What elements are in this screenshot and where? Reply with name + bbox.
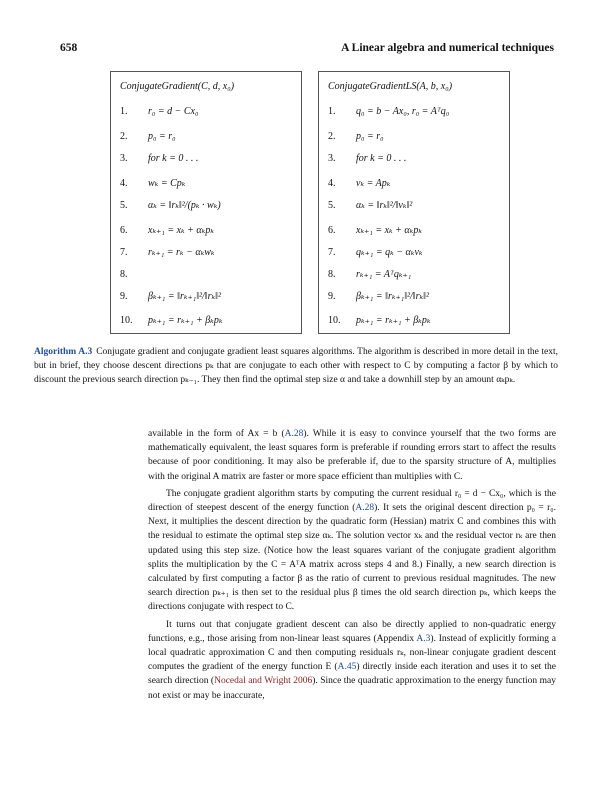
algorithm-caption xyxy=(34,345,558,387)
line-expression: rₖ₊₁ = Aᵀqₖ₊₁ xyxy=(356,269,412,280)
algorithm-line xyxy=(328,291,429,305)
algorithm-box-conjugate-gradient-ls xyxy=(318,71,510,334)
line-number: 6. xyxy=(120,225,128,236)
line-number: 10. xyxy=(328,315,341,326)
equation-ref-link[interactable]: A.28 xyxy=(355,503,375,514)
page-header xyxy=(60,42,554,58)
algorithm-line xyxy=(328,178,390,192)
algorithm-line xyxy=(328,200,412,214)
line-number: 7. xyxy=(328,247,336,258)
caption-label: Algorithm A.3 xyxy=(34,347,93,357)
line-expression: xₖ₊₁ = xₖ + αₖpₖ xyxy=(148,225,214,236)
algorithm-line xyxy=(120,153,198,167)
line-expression: βₖ₊₁ = ‖rₖ₊₁‖²/‖rₖ‖² xyxy=(356,291,429,302)
line-expression: q₀ = b − Ax₀, r₀ = Aᵀq₀ xyxy=(356,106,450,117)
text-run: It turns out that conjugate gradient descent can also be directly applied to non-quadratic energy functions, e.g., those arising from non-linear least squares (Appendix xyxy=(148,619,556,644)
algorithm-line xyxy=(120,247,215,261)
text-run: ). Instead of explicitly forming a local quadratic approximation C and then computing residuals rₖ, non-linear conjugate gradient descent computes the gradient of the energy function E ( xyxy=(148,633,556,673)
appendix-ref-link[interactable]: A.3 xyxy=(416,633,431,644)
citation-link[interactable]: Nocedal and Wright 2006 xyxy=(214,676,313,687)
line-expression: βₖ₊₁ = ‖rₖ₊₁‖²/‖rₖ‖² xyxy=(148,291,221,302)
line-expression: p₀ = r₀ xyxy=(148,131,176,142)
text-run: available in the form of Ax = b ( xyxy=(148,429,285,439)
line-expression: rₖ₊₁ = rₖ − αₖwₖ xyxy=(148,247,215,258)
line-number: 8. xyxy=(120,269,128,280)
text-run: The conjugate gradient algorithm starts by computing the current residual r₀ = d − Cx₀, which is the direction of steepest descent of the energy function ( xyxy=(148,488,556,514)
line-number: 2. xyxy=(328,131,336,142)
algorithm-line xyxy=(120,106,198,120)
line-expression: for k = 0 . . . xyxy=(356,153,407,164)
algorithm-title: ConjugateGradientLS(A, b, x₀) xyxy=(328,81,453,92)
caption-text: Conjugate gradient and conjugate gradient least squares algorithms. The algorithm is described in more detail in the text, but in brief, they choose descent directions pₖ that are conjugate to each other with respect to C by computing a factor β by which to discount the previous search direction pₖ₋₁. They then find the optimal step size α and take a downhill step by an amount αₖpₖ. xyxy=(34,347,558,385)
algorithm-line xyxy=(120,315,222,329)
line-number: 4. xyxy=(120,178,128,189)
body-text xyxy=(148,427,556,703)
line-number: 5. xyxy=(328,200,336,211)
algorithm-line xyxy=(328,269,411,283)
algorithm-line xyxy=(328,225,422,239)
line-expression: for k = 0 . . . xyxy=(148,153,199,164)
line-number: 4. xyxy=(328,178,336,189)
line-number: 9. xyxy=(120,291,128,302)
line-number: 3. xyxy=(328,153,336,164)
paragraph xyxy=(148,427,556,484)
line-expression: αₖ = ‖rₖ‖²/(pₖ · wₖ) xyxy=(148,200,221,211)
text-run: ). While it is easy to convince yourself that the two forms are mathematically equivalent, the least squares form is preferable if rounding errors start to affect the results because of poor conditioning. It may also be preferable if, due to the sparsity structure of A, multiplies with the original A matrix are faster or more space efficient than multiplies with C. xyxy=(148,429,556,482)
algorithm-line xyxy=(328,153,406,167)
algorithm-box-conjugate-gradient xyxy=(110,71,302,334)
line-expression: r₀ = d − Cx₀ xyxy=(148,106,199,117)
text-run: ). Since the quadratic approximation to the energy function may not exist or may be inaccurate, xyxy=(148,676,556,701)
line-expression: p₀ = r₀ xyxy=(356,131,384,142)
algorithm-line xyxy=(328,247,423,261)
algorithm-line xyxy=(120,178,185,192)
line-expression: αₖ = ‖rₖ‖²/‖vₖ‖² xyxy=(356,200,413,211)
line-number: 10. xyxy=(120,315,133,326)
algorithm-line xyxy=(120,225,214,239)
algorithm-title: ConjugateGradient(C, d, x₀) xyxy=(120,81,235,92)
line-number: 7. xyxy=(120,247,128,258)
algorithm-line xyxy=(120,291,221,305)
equation-ref-link[interactable]: A.45 xyxy=(337,662,357,673)
text-run: ). It sets the original descent direction p₀ = r₀. Next, it multiplies the descent direction by the quadratic form (Hessian) matrix C and combines this with the residual to estimate the optimal step size αₖ. The solution vector xₖ and the residual vector rₖ are then updated using this step size. (Notice how the least squares variant of the conjugate gradient algorithm splits the multiplication by the C = AᵀA matrix across steps 4 and 8.) Finally, a new search direction is calculated by first computing a factor β as the ratio of current to previous residual magnitudes. The new search direction pₖ₊₁ is then set to the residual plus β times the old search direction pₖ, which keeps the directions conjugate with respect to C. xyxy=(148,503,556,613)
line-expression: xₖ₊₁ = xₖ + αₖpₖ xyxy=(356,225,422,236)
running-title: A Linear algebra and numerical techniques xyxy=(341,42,554,54)
paragraph xyxy=(148,487,556,615)
line-expression: wₖ = Cpₖ xyxy=(148,178,186,189)
line-expression: vₖ = Apₖ xyxy=(356,178,391,189)
text-run: ) directly inside each iteration and uses it to set the search direction ( xyxy=(148,662,556,687)
line-number: 2. xyxy=(120,131,128,142)
line-number: 5. xyxy=(120,200,128,211)
line-number: 1. xyxy=(120,106,128,117)
line-expression: qₖ₊₁ = qₖ − αₖvₖ xyxy=(356,247,423,258)
line-expression: pₖ₊₁ = rₖ₊₁ + βₖpₖ xyxy=(148,315,223,326)
algorithm-line xyxy=(120,131,176,145)
line-number: 3. xyxy=(120,153,128,164)
algorithm-line xyxy=(328,315,430,329)
line-number: 1. xyxy=(328,106,336,117)
line-number: 6. xyxy=(328,225,336,236)
line-number: 9. xyxy=(328,291,336,302)
algorithm-line xyxy=(328,106,449,120)
equation-ref-link[interactable]: A.28 xyxy=(284,429,304,439)
algorithm-line xyxy=(120,200,221,214)
page-number: 658 xyxy=(60,42,78,54)
algorithm-line xyxy=(120,269,148,283)
algorithm-line xyxy=(328,131,384,145)
line-number: 8. xyxy=(328,269,336,280)
line-expression: pₖ₊₁ = rₖ₊₁ + βₖpₖ xyxy=(356,315,431,326)
paragraph xyxy=(148,618,556,703)
